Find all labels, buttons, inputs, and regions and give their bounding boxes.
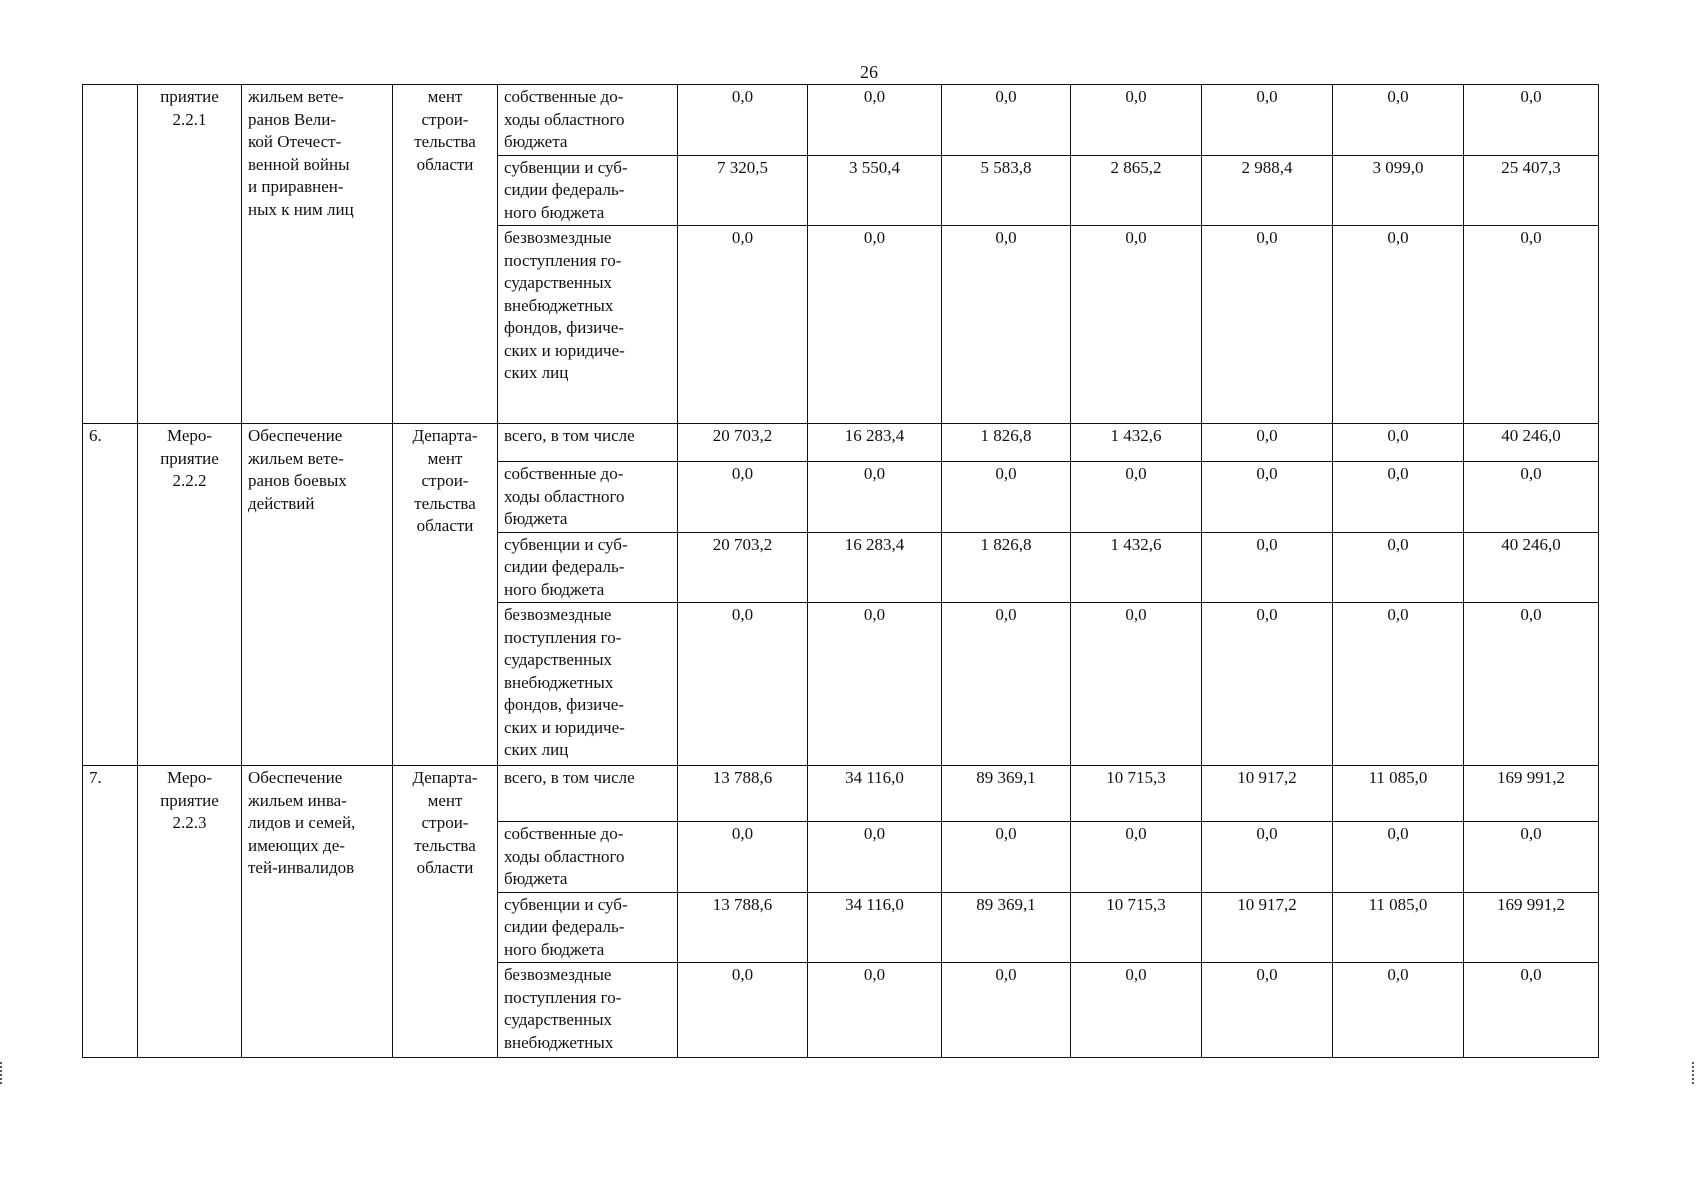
funding-source (498, 822, 678, 893)
executor-line: Департа- (412, 768, 478, 787)
funding-source-line: ного бюджета (504, 939, 605, 959)
value-cell: 0,0 (808, 85, 942, 156)
measure-description-line: ранов Вели- (248, 109, 337, 129)
measure-name (138, 424, 242, 766)
value-cell: 0,0 (808, 226, 942, 424)
measure-name-line: Меро- (166, 768, 213, 787)
value-cell: 169 991,2 (1464, 766, 1599, 822)
executor-line: мент (427, 448, 463, 468)
value-cell: 1 432,6 (1071, 424, 1202, 462)
value-cell: 2 865,2 (1071, 155, 1202, 226)
value-cell: 89 369,1 (942, 892, 1071, 963)
budget-table (82, 84, 1599, 1058)
value-cell: 5 583,8 (942, 155, 1071, 226)
table-row (83, 424, 1599, 462)
measure-description-line: Обеспечение (248, 768, 343, 787)
value-cell: 0,0 (1202, 462, 1333, 533)
measure-name-line: Меро- (166, 426, 213, 445)
measure-description-line: тей-инвалидов (248, 858, 355, 877)
measure-name-line: 2.2.3 (172, 813, 207, 832)
left-margin-marks (0, 1062, 5, 1084)
value-cell: 10 917,2 (1202, 766, 1333, 822)
value-cell: 0,0 (1464, 226, 1599, 424)
funding-source-line: поступления го- (504, 250, 622, 270)
executor (393, 424, 498, 766)
value-cell: 0,0 (1333, 462, 1464, 533)
measure-description-line: венной войны (248, 154, 350, 174)
funding-source-line: бюджета (504, 869, 568, 888)
executor-line: области (416, 858, 474, 877)
value-cell: 0,0 (808, 462, 942, 533)
value-cell: 0,0 (1202, 603, 1333, 766)
measure-name-line: приятие (160, 790, 219, 810)
executor-line: Департа- (412, 426, 478, 445)
funding-source-line: ских лиц (504, 740, 569, 759)
value-cell: 0,0 (808, 963, 942, 1058)
value-cell: 0,0 (808, 822, 942, 893)
value-cell: 0,0 (678, 963, 808, 1058)
measure-description (242, 85, 393, 424)
value-cell: 2 988,4 (1202, 155, 1333, 226)
funding-source-line: внебюджетных (504, 295, 614, 315)
value-cell: 0,0 (1464, 822, 1599, 893)
funding-source-line: поступления го- (504, 987, 622, 1007)
value-cell: 0,0 (1333, 424, 1464, 462)
value-cell: 13 788,6 (678, 892, 808, 963)
funding-source (498, 85, 678, 156)
value-cell: 0,0 (808, 603, 942, 766)
measure-name-line: 2.2.2 (172, 471, 207, 490)
value-cell: 10 715,3 (1071, 766, 1202, 822)
value-cell: 0,0 (1202, 424, 1333, 462)
measure-name-line: приятие (160, 448, 219, 468)
value-cell: 0,0 (1202, 963, 1333, 1058)
value-cell: 1 432,6 (1071, 532, 1202, 603)
value-cell: 0,0 (1333, 603, 1464, 766)
measure-description-line: действий (248, 493, 315, 513)
value-cell: 34 116,0 (808, 766, 942, 822)
value-cell: 0,0 (1071, 85, 1202, 156)
value-cell: 0,0 (1071, 603, 1202, 766)
funding-source-line: собственные до- (504, 87, 624, 106)
measure-name-line: приятие (160, 87, 219, 106)
funding-source-line: собственные до- (504, 464, 624, 483)
funding-source-line: всего, в том числе (504, 426, 635, 445)
funding-source-line: субвенции и суб- (504, 894, 628, 914)
value-cell: 0,0 (1071, 462, 1202, 533)
measure-description-line: лидов и семей, (248, 813, 356, 832)
value-cell: 0,0 (942, 963, 1071, 1058)
funding-source-line: всего, в том числе (504, 768, 635, 787)
funding-source (498, 424, 678, 462)
funding-source (498, 155, 678, 226)
funding-source-line: бюджета (504, 509, 568, 528)
value-cell: 1 826,8 (942, 532, 1071, 603)
measure-description-line: жильем инва- (248, 790, 347, 810)
value-cell: 0,0 (942, 462, 1071, 533)
value-cell: 0,0 (678, 85, 808, 156)
value-cell: 3 099,0 (1333, 155, 1464, 226)
value-cell: 0,0 (1071, 822, 1202, 893)
value-cell: 25 407,3 (1464, 155, 1599, 226)
measure-description-line: имеющих де- (248, 835, 345, 855)
value-cell: 169 991,2 (1464, 892, 1599, 963)
measure-description-line: жильем вете- (248, 87, 344, 106)
row-index (83, 85, 138, 424)
value-cell: 11 085,0 (1333, 766, 1464, 822)
value-cell: 40 246,0 (1464, 424, 1599, 462)
funding-source-line: поступления го- (504, 627, 622, 647)
value-cell: 0,0 (1333, 963, 1464, 1058)
value-cell: 0,0 (942, 603, 1071, 766)
funding-source-line: ного бюджета (504, 579, 605, 599)
value-cell: 0,0 (942, 85, 1071, 156)
funding-source-line: ходы областного (504, 846, 625, 866)
executor-line: мент (427, 790, 463, 810)
measure-description (242, 766, 393, 1058)
value-cell: 16 283,4 (808, 424, 942, 462)
funding-source-line: бюджета (504, 132, 568, 151)
value-cell: 0,0 (678, 462, 808, 533)
funding-source-line: ного бюджета (504, 202, 605, 222)
measure-name (138, 85, 242, 424)
executor-line: тельства (414, 132, 476, 151)
value-cell: 1 826,8 (942, 424, 1071, 462)
table-body (83, 85, 1599, 1058)
funding-source-line: сударственных (504, 273, 613, 292)
measure-description (242, 424, 393, 766)
measure-description-line: жильем вете- (248, 448, 344, 468)
funding-source-line: ходы областного (504, 109, 625, 129)
funding-source (498, 766, 678, 822)
funding-source-line: собственные до- (504, 824, 624, 843)
funding-source (498, 226, 678, 424)
measure-description-line: ных к ним лиц (248, 199, 354, 219)
value-cell: 0,0 (1333, 85, 1464, 156)
row-index: 6. (83, 424, 138, 766)
executor (393, 85, 498, 424)
funding-source (498, 532, 678, 603)
funding-source-line: ских лиц (504, 363, 569, 382)
measure-description-line: Обеспечение (248, 426, 343, 445)
value-cell: 7 320,5 (678, 155, 808, 226)
funding-source-line: внебюджетных (504, 1032, 614, 1052)
value-cell: 40 246,0 (1464, 532, 1599, 603)
value-cell: 10 715,3 (1071, 892, 1202, 963)
value-cell: 89 369,1 (942, 766, 1071, 822)
funding-source-line: сударственных (504, 1010, 613, 1029)
table-row (83, 85, 1599, 156)
value-cell: 0,0 (678, 822, 808, 893)
executor-line: области (416, 516, 474, 535)
executor-line: строи- (421, 813, 469, 832)
funding-source-line: внебюджетных (504, 672, 614, 692)
page-number: 26 (860, 62, 878, 82)
executor-line: тельства (414, 835, 476, 855)
measure-name (138, 766, 242, 1058)
value-cell: 0,0 (1202, 85, 1333, 156)
measure-description-line: кой Отечест- (248, 132, 342, 151)
funding-source-line: сидии федераль- (504, 180, 625, 199)
value-cell: 34 116,0 (808, 892, 942, 963)
value-cell: 13 788,6 (678, 766, 808, 822)
value-cell: 3 550,4 (808, 155, 942, 226)
funding-source-line: безвозмездные (504, 228, 612, 247)
funding-source-line: сударственных (504, 650, 613, 669)
right-margin-marks (1692, 1062, 1697, 1084)
funding-source-line: фондов, физиче- (504, 695, 624, 714)
funding-source-line: безвозмездные (504, 965, 612, 984)
value-cell: 0,0 (1071, 226, 1202, 424)
funding-source-line: субвенции и суб- (504, 157, 628, 177)
value-cell: 20 703,2 (678, 424, 808, 462)
measure-name-line: 2.2.1 (172, 109, 207, 129)
table-row (83, 766, 1599, 822)
funding-source-line: ходы областного (504, 486, 625, 506)
value-cell: 0,0 (1464, 462, 1599, 533)
executor-line: тельства (414, 493, 476, 513)
funding-source-line: безвозмездные (504, 605, 612, 624)
value-cell: 20 703,2 (678, 532, 808, 603)
funding-source-line: субвенции и суб- (504, 534, 628, 554)
executor-line: мент (427, 87, 463, 106)
value-cell: 0,0 (1464, 85, 1599, 156)
funding-source-line: ских и юридиче- (504, 717, 625, 737)
funding-source-line: фондов, физиче- (504, 318, 624, 337)
value-cell: 0,0 (1464, 603, 1599, 766)
executor-line: строи- (421, 471, 469, 490)
executor (393, 766, 498, 1058)
value-cell: 0,0 (1202, 226, 1333, 424)
value-cell: 0,0 (1071, 963, 1202, 1058)
funding-source (498, 462, 678, 533)
value-cell: 11 085,0 (1333, 892, 1464, 963)
value-cell: 0,0 (1202, 532, 1333, 603)
funding-source-line: сидии федераль- (504, 917, 625, 936)
funding-source-line: ских и юридиче- (504, 340, 625, 360)
measure-description-line: ранов боевых (248, 471, 347, 490)
value-cell: 10 917,2 (1202, 892, 1333, 963)
value-cell: 0,0 (1333, 822, 1464, 893)
value-cell: 0,0 (678, 603, 808, 766)
value-cell: 0,0 (678, 226, 808, 424)
executor-line: области (416, 154, 474, 174)
value-cell: 0,0 (942, 226, 1071, 424)
row-index: 7. (83, 766, 138, 1058)
funding-source (498, 603, 678, 766)
funding-source (498, 892, 678, 963)
funding-source-line: сидии федераль- (504, 557, 625, 576)
value-cell: 0,0 (1202, 822, 1333, 893)
value-cell: 0,0 (1464, 963, 1599, 1058)
executor-line: строи- (421, 109, 469, 129)
funding-source (498, 963, 678, 1058)
value-cell: 0,0 (942, 822, 1071, 893)
measure-description-line: и приравнен- (248, 177, 344, 196)
value-cell: 0,0 (1333, 532, 1464, 603)
value-cell: 0,0 (1333, 226, 1464, 424)
value-cell: 16 283,4 (808, 532, 942, 603)
